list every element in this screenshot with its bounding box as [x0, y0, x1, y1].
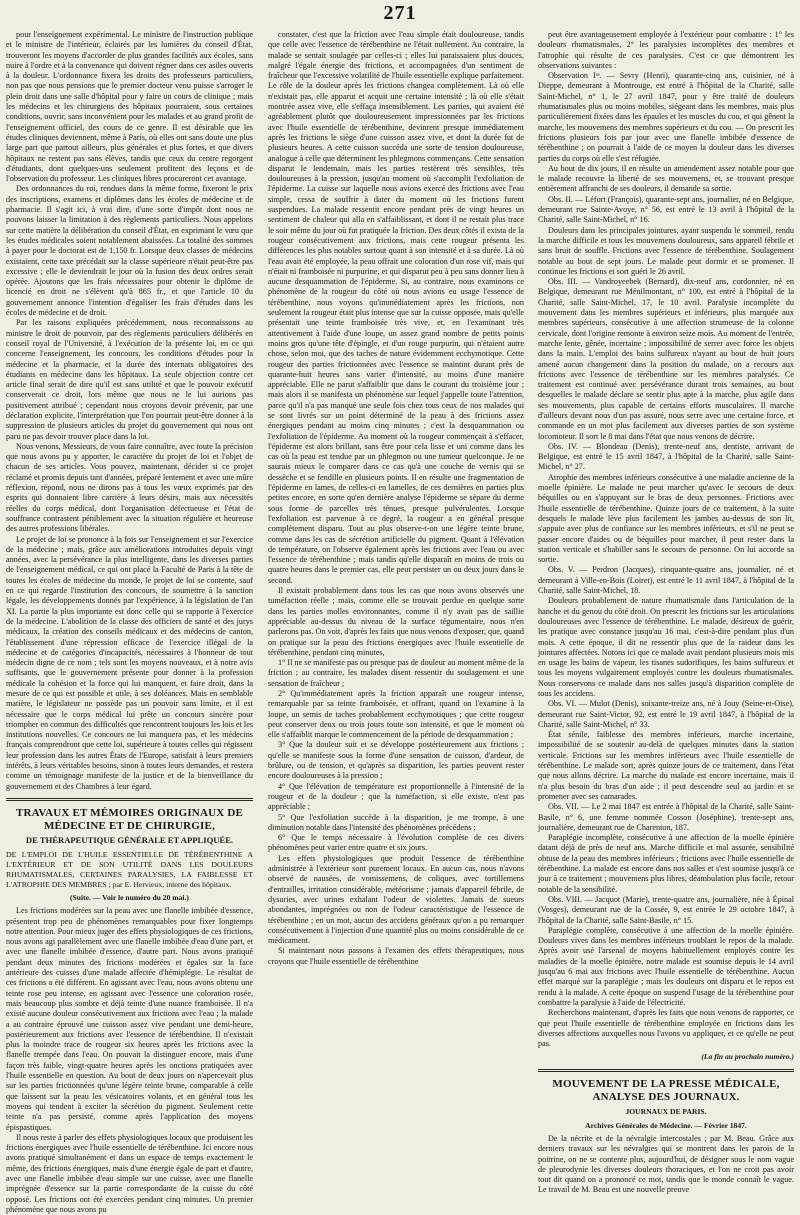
paragraph: Si maintenant nous passons à l'examen des effets thérapeutiques, nous croyons que l'huile essentielle de térébenthine — [268, 946, 524, 966]
paragraph: Les effets physiologiques que produit l'essence de térébenthine administrée à l'extérieur sont purement locaux. En aucun cas, nous n'avons observé de nausées, de vomissemens, de coliques, avec tortillemens d'entrailles, irritation considérable, météorisme ; jamais d'appareil fébrile, de dysuries, avec urines exhalant l'odeur de violettes. Jamais de sueurs abondantes, imprégnées ou non de l'odeur caractéristique de l'essence de térébenthine ; en un mot, aucun des accidens généraux qu'on a pu remarquer consécutivement à l'injection d'une quantité plus ou moins considérable de ce médicament. — [268, 853, 524, 946]
observation: Obs. VII. — Le 2 mai 1847 est entrée à l'hôpital de la Charité, salle Saint-Basile, n° 6, une femme nommée Cosson (Joséphine), trente-sept ans, journalière, demeurant rue de Charenton, 187. — [538, 802, 794, 832]
continued-note: (Suite. — Voir le numéro du 20 mai.) — [70, 892, 189, 902]
page-number: 271 — [383, 2, 417, 24]
paragraph: Au bout de dix jours, il en résulte un amendement assez notable pour que le malade recouvre la liberté de ses mouvemens, et, se trouvant presque entièrement affranchi de ses douleurs, il demande sa sortie. — [538, 163, 794, 194]
section-subtitle: JOURNAUX DE PARIS. — [625, 1106, 707, 1116]
paragraph: 2° Qu'immédiatement après la friction apparaît une rougeur intense, remarquable par sa teinte framboisée, et offrant, quand on l'examine à la loupe, un semis de taches probablement ecchymotiques ; que cette rougeur peut conserver deux ou trois jours toute son intensité, et que le moment où elle s'affaiblit marque le commencement de la période de desquammation ; — [268, 689, 524, 740]
paragraph: Douleurs dans les principales jointures, ayant suspendu le sommeil, rendu la marche difficile et tous les mouvemens douloureux, sans appareil fébrile et sans bruit de souffle. Frictions avec l'essence de térébenthine. Soulagement notable au bout de sept jours. Le malade peut dormir et se promener. Il continue les frictions et sort guéri le 26 avril. — [538, 225, 794, 276]
paragraph: peut être avantageusement employée à l'extérieur pour combattre : 1° les douleurs rhumatismales, 2° les paralysies incomplètes des membres et l'atrophie qui résulte de ces paralysies. C'est ce que démontrent les observations suivantes : — [538, 30, 794, 70]
observation: Obs. IV. — Blondeau (Denis), trente-neuf ans, dentiste, arrivant de Belgique, est entré le 15 avril 1847, à l'hôpital de la Charité, salle Saint-Michel, n° 27. — [538, 441, 794, 472]
paragraph: 3° Que la douleur suit et se développe postérieurement aux frictions ; qu'elle se manifeste sous la forme d'une sensation de cuisson, d'ardeur, de brûlure, ou de tension, et qu'après sa disparition, les parties peuvent rester encore douloureuses à la pression ; — [268, 740, 524, 781]
observation: Obs. II. — Léfort (François), quarante-sept ans, journalier, né en Belgique, demeurant rue Sainte-Avoye, n° 56, est entré le 13 avril à l'hôpital de la Charité, salle Saint-Michel, n° 16. — [538, 194, 794, 225]
paragraph: De la nécrite et de la névralgie intercostales ; par M. Beau. Grâce aux derniers travaux sur les névralgies qui se montrent dans les parois de la poitrine, on ne se contente plus, aujourd'hui, de désigner sous le nom vague de pleurodynie les diverses douleurs thoraciques, et l'on ne croit pas avoir tout dit quand on a prononcé ce mot, tandis que le monde connaît le vague. Le travail de M. Beau est une nouvelle preuve — [538, 1133, 794, 1195]
observation: Obs. V. — Perdron (Jacques), cinquante-quatre ans, journalier, né et demeurant à Ville-en-Bois (Loiret), est entré le 11 avril 1847, à l'hôpital de la Charité, salle Saint-Michel, 18. — [538, 565, 794, 596]
column-middle — [268, 30, 524, 1120]
paragraph: constater, c'est que la friction avec l'eau simple était douloureuse, tandis que celle avec l'essence de térébenthine ne l'était nullement. Au contraire, la malade se sentait soulagée par celles-ci ; elles lui paraissaient plus douces, malgré l'égale énergie des frictions, et accompagnées d'un sentiment de fraîcheur que l'excessive volatilité de l'huile essentielle explique parfaitement. Le rôle de la douleur après les frictions changea complètement. Là où elle n'existait pas, elle apparut et acquit une certaine intensité ; là où elle s'était montrée assez vive, elle s'effaça insensiblement. Les parties, qui avaient été agréablement plutôt que douloureusement impressionnées par les frictions avec l'huile essentielle de térébenthine, devinrent presque immédiatement après les frictions le siège d'une cuisson assez vive, et dont la durée fut de plusieurs heures. A cette cuisson succéda une sorte de tension douloureuse, analogue à celle que déterminent les phlegmons commençans. Cette sensation disparut le lendemain, mais les parties restèrent très sensibles, très douloureuses à la pression, jusqu'au moment où s'accomplit l'exfoliation de l'épiderme. La cuisse sur laquelle nous avions exercé des frictions avec l'eau simple, cessa de souffrir à dater du moment où les frictions furent suspendues. La malade ressentit encore pendant près de vingt heures un sentiment de chaleur qui alla en s'affaiblissant, et dont il ne restait plus trace le soir même du jour où fut pratiquée la friction. Des deux côtés il exista de la rougeur consécutivement aux frictions, mais cette rougeur présenta les différences les plus notables surtout quant à son intensité et à sa durée. Là où l'eau avait été employée, la peau offrait une coloration d'un rose vif, mais qui n'était ni framboisée ni purpurine, et qui disparut peu à peu sans donner lieu à aucune desquammation de l'épiderme. Si, au contraire, nous examinons ce phénomène de la rougeur du côté où nous avions eu usage l'essence de térébenthine, nous voyons qu'immédiatement après les frictions, non seulement la rougeur était plus intense que sur la cuisse opposée, mais qu'elle présentait une teinte framboisée très vive, et, en l'examinant très attentivement à l'aide d'une loupe, un assez grand nombre de petits points moins gros qu'une tête d'épingle, et d'un rouge purpurin, qui n'étaient autre chose, selon moi, que des taches de nature évidemment ecchymotique. Cette rougeur des parties frictionnées avec l'essence se maintint durant près de quarante-huit heures sans varier d'intensité, au moins d'une manière appréciable. Elle ne parut s'affaiblir que dans le courant du troisième jour ; mais alors il se manifesta un phénomène sur lequel j'appelle toute l'attention, parce qu'il n'a pas manqué une seule fois chez tous ceux de nos malades qui se sont livrés sur un point déterminé de la peau à des frictions assez énergiques pendant au moins cinq minutes ; c'est la desquammation ou l'exfoliation de l'épiderme. Au moment où la rougeur commençait à s'effacer, l'épiderme est alors brillant, sans être pour cela lisse et uni comme dans les cas où la peau est tendue par un phlegmon ou une tumeur quelconque. Je ne saurais mieux le comparer dans ce cas qu'à une couche de vernis qui se dessèche et se fendille en plusieurs points. Il en résulte une fragmentation de l'épiderme en lames, de celles-ci en lamelles, de ces dernières en parties plus petites encore, en sorte qu'en dernière analyse l'épiderme se sépare du derme sous forme de parcelles très ténues, presque pulvérulentes. Lorsque l'exfoliation est parvenue à ce degré, la rougeur a en général presque complètement disparu. Tout au plus observe-t-on une légère teinte brune, comme dans les cas de sécrétion artificielle du pigment. Quant à l'élévation de température, on l'observe également après les frictions avec l'eau ou avec l'essence de térébenthine ; mais tandis qu'elle disparaît en moins de trois ou quatre heures dans le premier cas, elle peut persister un ou deux jours dans le second. — [268, 30, 524, 585]
observation: Obs. VIII. — Jacquot (Marie), trente-quatre ans, journalière, née à Épinal (Vosges), demeurant rue de la Cossée, 9, est entrée le 29 octobre 1847, à l'hôpital de la Charité, salle Saint-Basile, n° 15. — [538, 894, 794, 925]
paragraph: pour l'enseignement expérimental. Le ministre de l'instruction publique et le ministre de l'intérieur, éclairés par les lumières du conseil d'État, trouveront les moyens d'accorder de plus grandes facilités aux écoles, sans nuire à l'ordre et à la convenance qui doivent régner dans ces asiles ouverts à la douleur. L'ordonnance fixera les droits des professeurs particuliers, non pas que nous pensions que le premier docteur venu puisse s'arroger le plein droit dans une salle d'hôpital pour y faire un cours de clinique ; mais les médecins et les chirurgiens des hôpitaux pourraient, sous certaines conditions, ouvrir, sans inconvénient pour les malades et au grand profit de l'enseignement officiel, des cours de ce genre. Il est désirable que les études cliniques deviennent, même à Paris, où elles ont sans doute une plus large part que partout ailleurs, plus générales et plus fortes, et que divers hôpitaux ne restent pas sans élèves, tandis que ceux du centre regorgent d'étudiants, dont quelques-uns seulement profitent des leçons et de l'observation du professeur. Les cliniques libres procureront cet avantage. — [6, 30, 253, 184]
paragraph: 5° Que l'exfoliation succède à la disparition, je me trompe, à une diminution notable dans l'intensité des phénomènes précédens ; — [268, 812, 524, 832]
paragraph: Paraplégie complète, consécutive à une affection de la moelle épinière. Douleurs vives dans les membres inférieurs troublant le repos de la malade. Après avoir usé l'arsenal de moyens habituellement employés contre les maladies de la moelle épinière, notre malade est soumise depuis le 14 avril jusqu'au 6 mai aux frictions avec l'huile essentielle de térébenthine. Aucun effet marqué sur la paraplégie ; mais les douleurs ont disparu et le repos est rendu à la malade. A cette époque on suspend l'usage de la térébenthine pour combattre la paralysie à l'aide de l'électricité. — [538, 925, 794, 1007]
paragraph: Des ordonnances du roi, rendues dans la même forme, fixeront le prix des inscriptions, examens et diplômes dans les écoles de médecine et de pharmacie. Il s'agit ici, à vrai dire, d'une sorte d'impôt dont nous ne pouvons laisser la limitation à des règlements particuliers. Nous appelons sur cette matière la délibération du conseil d'État, en exprimant le vœu que les études médicales soient notablement abaissées. La totalité des sommes à payer pour le doctorat est de 1,150 fr. Lorsque deux classes de médecins existaient, cette taxe précédait sur la classe supérieure n'était peut-être pas excessive ; elle le deviendrait le jour où la fusion des deux ordres serait opérée. Ajoutons que les frais nécessaires pour obtenir le diplôme de licencié en droit ne s'élèvent qu'à 865 fr., et que l'article 10 du gouvernement annonce l'intention d'égaliser les frais d'études dans les écoles de médecine et de droit. — [6, 184, 253, 318]
paragraph: Il existait probablement dans tous les cas que nous avons observés une tuméfaction réelle ; mais, comme elle se trouvait perdue en quelque sorte dans les parties molles environnantes, comme il n'y avait pas de saillie appréciable au-dessus du niveau de la surface tégumentaire, nous n'en parlerons pas. On voit, d'après les faits que nous venons d'exposer, que, quand on pratique sur la peau des frictions énergiques avec l'huile essentielle de térébenthine, pendant cinq minutes, — [268, 586, 524, 657]
section-divider — [538, 1069, 794, 1072]
section-title: MOUVEMENT DE LA PRESSE MÉDICALE, ANALYSE DES JOURNAUX. — [552, 1077, 780, 1103]
paragraph: Le projet de loi se prononce à la fois sur l'enseignement et sur l'exercice de la médecine ; mais, grâce aux améliorations introduites depuis vingt années, avec la persévérance la plus intelligente, dans les diverses parties de l'enseignement médical, ce qui ont placé la Faculté de Paris à la tête de toutes les écoles de médecine du monde, le projet de loi se contente, sauf en ce qui regarde l'institution des concours, de soumettre à la sanction légale, les développements donnés par l'expérience, à la législation de l'an XI. La partie la plus importante est donc celle qui se rapporte à l'exercice de la médecine. L'abolition de la classe des officiers de santé et des jurys médicaux, la création des conseils médicaux et des médecins de canton, l'établissement d'une répression efficace de l'exercice illégal de la médecine et de catégories d'incapacités, nécessaires à l'honneur de tout médecin digne de ce nom ; tels sont les moyens nouveaux, et à notre avis suffisants, que le gouvernement présente pour donner à la profession médicale la cohésion et la force qui lui manquent, et faire droit, dans la mesure de ce qui est possible et utile, à ses doléances. Mais en semblable matière, le législateur ne possède pas un pouvoir sans limite, et il est nécessaire que le corps médical lui prête un concours sincère pour triompher en commun des difficultés que rencontrent toujours les lois et les institutions nouvelles. Ce concours ne lui manquera pas, et les médecins français comprendront que cette loi, supérieure à toutes celles qui régissent leur profession dans les autres États de l'Europe, satisfait à leurs premiers intérêts, à leurs véritables besoins, sinon à toutes leurs demandes, et restera comme un témoignage manifeste de la justice et de la bienveillance du gouvernement et des Chambres à leur égard. — [6, 534, 254, 791]
paragraph: État sénile, faiblesse des membres inférieurs, marche incertaine, impossibilité de se soutenir au-delà de quelques minutes dans la station verticale. Frictions sur les membres inférieurs avec l'huile essentielle de térébenthine. Le malade sort, après quinze jours de ce traitement, dans l'état que nous allons décrire. La marche du malade est encore incertaine, mais il n'a plus besoin du bras d'un aide ; il peut descendre seul au jardin et se promener avec ses camarades. — [538, 730, 794, 801]
continued-note: (La fin au prochain numéro.) — [701, 1052, 794, 1062]
paragraph: Nous venons, Messieurs, de vous faire connaître, avec toute la précision que nous avons pu y apporter, le caractère du projet de loi et l'objet de chacun de ses articles. Vous pouvez, maintenant, décider si ce projet réclamé et promis depuis tant d'années, préparé lentement et avec une mûre réflexion, répond, nous ne dirons pas à tous les vœux exprimés par des esprits qui donnaient libre carrière à leurs désirs, mais aux nécessités réelles du corps médical, dont l'organisation défectueuse et l'état de souffrance contrastent péniblement avec la situation régulière et heureuse des autres professions libérales. — [6, 441, 253, 534]
section-divider — [6, 798, 253, 801]
observation: Observation Iʳᵉ. — Sevry (Henri), quarante-cinq ans, cuisinier, né à Dieppe, demeurant à Montrouge, est entré à l'hôpital de la Charité, salle Saint-Michel, n° 1, le 27 avril 1847, pour y être traité de douleurs rhumatismales plus ou moins mobiles, siégeant dans les membres, mais plus particulièrement fixées dans les épaules et les muscles du cou, et qui gênent la marche, les mouvemens des membres supérieurs et du cou. — On prescrit les frictions plusieurs fois par jour avec une flanelle imbibée d'essence de térébenthine ; on pourrait à l'aide de ce moyen la douleur dans les diverses parties du corps où elle s'est réfugiée. — [538, 71, 794, 163]
paragraph: 1° Il ne se manifeste pas ou presque pas de douleur au moment même de la friction ; au contraire, les malades disent ressentir du soulagement et une sensation de fraîcheur ; — [268, 658, 524, 688]
article-title: DE L'EMPLOI DE L'HUILE ESSENTIELLE DE TÉRÉBENTHINE A L'EXTÉRIEUR ET DE SON UTILITÉ DANS LES DOULEURS RHUMATISMALES, CERTAINES PARALYSIES, LA FAIBLESSE ET L'ATROPHIE DES MEMBRES ; par E. Hervieux, interne des hôpitaux. — [6, 849, 253, 889]
journal-heading: Archives Générales de Médecine. — Février 1847. — [585, 1120, 747, 1130]
observation: Obs. VI. — Mulot (Denis), soixante-treize ans, né à Jouy (Seine-et-Oise), demeurant rue Saint-Victor, 92, est entré le 19 avril 1847, à l'hôpital de la Charité, salle Saint-Michel, n° 33. — [538, 699, 794, 729]
column-right — [538, 30, 794, 1195]
column-left — [6, 30, 254, 1214]
paragraph: Douleurs probablement de nature rhumatismale dans l'articulation de la hanche et du genou du côté droit. On prescrit les frictions sur les articulations douloureuses avec l'essence de térébenthine. Le malade, désireux de guérir, les pratique avec constance jusqu'au 16 mai, c'est-à-dire pendant plus d'un mois. A cette époque, il dit ne ressentir plus que de la raideur dans les jointures affectées. Notons ici que ce malade avait pendant plusieurs mois mis en usage les bains de vapeur, les tisanes sudorifiques, les bains sulfureux et tous les moyens vulgairement employés contre les douleurs rhumatismales. Nous conservons ce malade dans nos salles jusqu'à disparition complète de tous les accidens. — [538, 596, 794, 698]
observation: Obs. III. — Vandroyeebek (Bernard), dix-neuf ans, cordonnier, né en Belgique, demeurant rue Ménilmontant, n° 100, est entré à l'hôpital de la Charité, salle Saint-Michel, 17, le 10 avril. Paralysie incomplète du mouvement dans les membres supérieurs et inférieurs, plus marquée aux membres supérieurs, consécutive à une affection strumeuse de la colonne cervicale, dont l'origine remonte à environ seize mois. Au moment de l'entrée, marche lente, gênée, incertaine ; impossibilité de serrer avec force les objets dans la main. L'emploi des bains sulfureux n'ayant au bout de huit jours amené aucun changement dans la position du malade, on a recours aux frictions avec l'essence de térébenthine sur les membres paralysés. Ce traitement est continué avec persévérance durant trois semaines, au bout desquelles le malade déclare se sentir plus apte à la marche, plus agile dans ses mouvements, plus capable de certains efforts musculaires. Il marche d'ailleurs devant nous d'un pas assuré, nous serre avec une certaine force, et commande en un mot plus facilement aux diverses parties de son système locomoteur. Il sort le 8 mai dans l'état que nous venons de décrire. — [538, 277, 794, 441]
paragraph: Paraplégie incomplète, consécutive à une affection de la moelle épinière datant déjà de près de neuf ans. Marche difficile et mal assurée, sensibilité obtuse de la peau des membres inférieurs ; frictions avec l'huile essentielle de térébenthine. La malade est encore dans nos salles et s'est soumise jusqu'à ce jour à ce traitement ; mouvemens plus libres, déambulation plus facile, retour notable de la sensibilité. — [538, 833, 794, 894]
paragraph: Recherchons maintenant, d'après les faits que nous venons de rapporter, ce que peut l'huile essentielle de térébenthine employée en frictions dans les diverses affections auxquelles nous l'avons vu appliquer, et ce qu'elle ne peut pas. — [538, 1008, 794, 1049]
section-title: TRAVAUX ET MÉMOIRES ORIGINAUX DE MÉDECINE ET DE CHIRURGIE, — [15, 806, 244, 832]
section-subtitle: DE THÉRAPEUTIQUE GÉNÉRALE ET APPLIQUÉE. — [25, 834, 234, 845]
paragraph: Il nous reste à parler des effets physiologiques locaux que produisent les frictions énergiques avec l'huile essentielle de térébenthine. Ici encore nous avons pratiqué simultanément et dans un espace de temps exactement le même, des frictions énergiques, mais d'une énergie égale de part et d'autre, avec une flanelle imbibée d'eau simple sur une cuisse, avec une flanelle imprégnée d'essence sur la partie correspondante de la cuisse du côté opposé. Les frictions ont été exercées pendant cinq minutes. Un premier phénomène que nous avons pu — [6, 1132, 253, 1214]
paragraph: 4° Que l'élévation de température est proportionnelle à l'intensité de la rougeur et de la douleur ; que la tuméfaction, si elle existe, n'est pas appréciable ; — [268, 781, 524, 812]
paragraph: Les frictions modérées sur la peau avec une flanelle imbibée d'essence, présentent trop peu de phénomènes remarquables pour fixer longtemps notre attention. Pour mieux juger des effets physiologiques de ces frictions, nous avons agi parallèlement avec une flanelle imbibée d'eau d'une part, et avec une flanelle imbibée d'essence, d'autre part. Nous avons pratiqué pendant deux minutes des frictions modérées et égales sur la face antérieure des cuisses d'une malade affectée d'hémiplégie. Le résultat de ces frictions a été différent. En agissant avec l'eau, nous avons obtenu une teinte rose peu intense, en agissant avec l'essence une coloration rosée, mais beaucoup plus sombre et déjà teinte d'une nuance framboisée. Il n'a existé aucune douleur consécutivement aux frictions avec l'eau ; la malade a au contraire éprouvé une cuisson assez vive pendant une demi-heure, postérieurement aux frictions avec l'essence de térébenthine. Il n'existait plus la moindre trace de rougeur six heures après les frictions avec la flanelle trempée dans l'eau. On pouvait la distinguer encore, mais d'une façon très faible, vingt-quatre heures après les onctions pratiquées avec l'huile essentielle en question. Au bout de deux jours on n'apercevait plus sur les parties frictionnées qu'une légère teinte brune, comparable à celle que laissent sur la peau les vésicatoires volants, et en général tous les moyens qui tendent à exciter la sécrétion du pigment. Seulement cette teinte n'a pas persisté, comme après l'application des moyens épispastiques. — [6, 906, 253, 1132]
paragraph: 6° Que le temps nécessaire à l'évolution complète de ces divers phénomènes peut varier entre quatre et six jours. — [268, 833, 524, 853]
paragraph: Atrophie des membres inférieurs consécutive à une maladie ancienne de la moelle épinière. Le malade ne peut marcher qu'avec le secours de deux béquilles ou en s'appuyant sur le bras de deux personnes. Frictions avec l'huile essentielle de térébenthine. Quinze jours de ce traitement, à la suite desquels le malade lève plus facilement les jambes au-dessus de son lit, s'appuie avec plus de confiance sur les membres inférieurs, et s'il ne peut se passer encore d'aides ou de béquilles pour marcher, il peut rester dans la station verticale et s'habiller sans le secours de personne. On lui accorde sa sortie. — [538, 472, 794, 565]
paragraph: Par les raisons expliquées précédemment, nous reconnaissons au ministre le droit de pourvoir, par des règlements particuliers délibérés en conseil royal de l'Université, à l'exécution de la présente loi, en ce qui concerne l'enseignement, les concours, les conditions d'études pour la médecine et la pharmacie, et la durée des internats obligatoires des étudiants en médecine dans les hôpitaux. La seule objection contre cet article final serait de dire qu'il est sans utilité et que le pouvoir exécutif conserverait ce droit, lors même que nous ne le lui aurions pas positivement attribué ; cependant nous croyons devoir prévenir, par une déclaration explicite, l'interprétation que l'on pourrait peut-être donner à la suppression de plusieurs articles du projet du gouvernement qui nous ont paru ne pas devoir trouver place dans la loi. — [6, 318, 253, 441]
